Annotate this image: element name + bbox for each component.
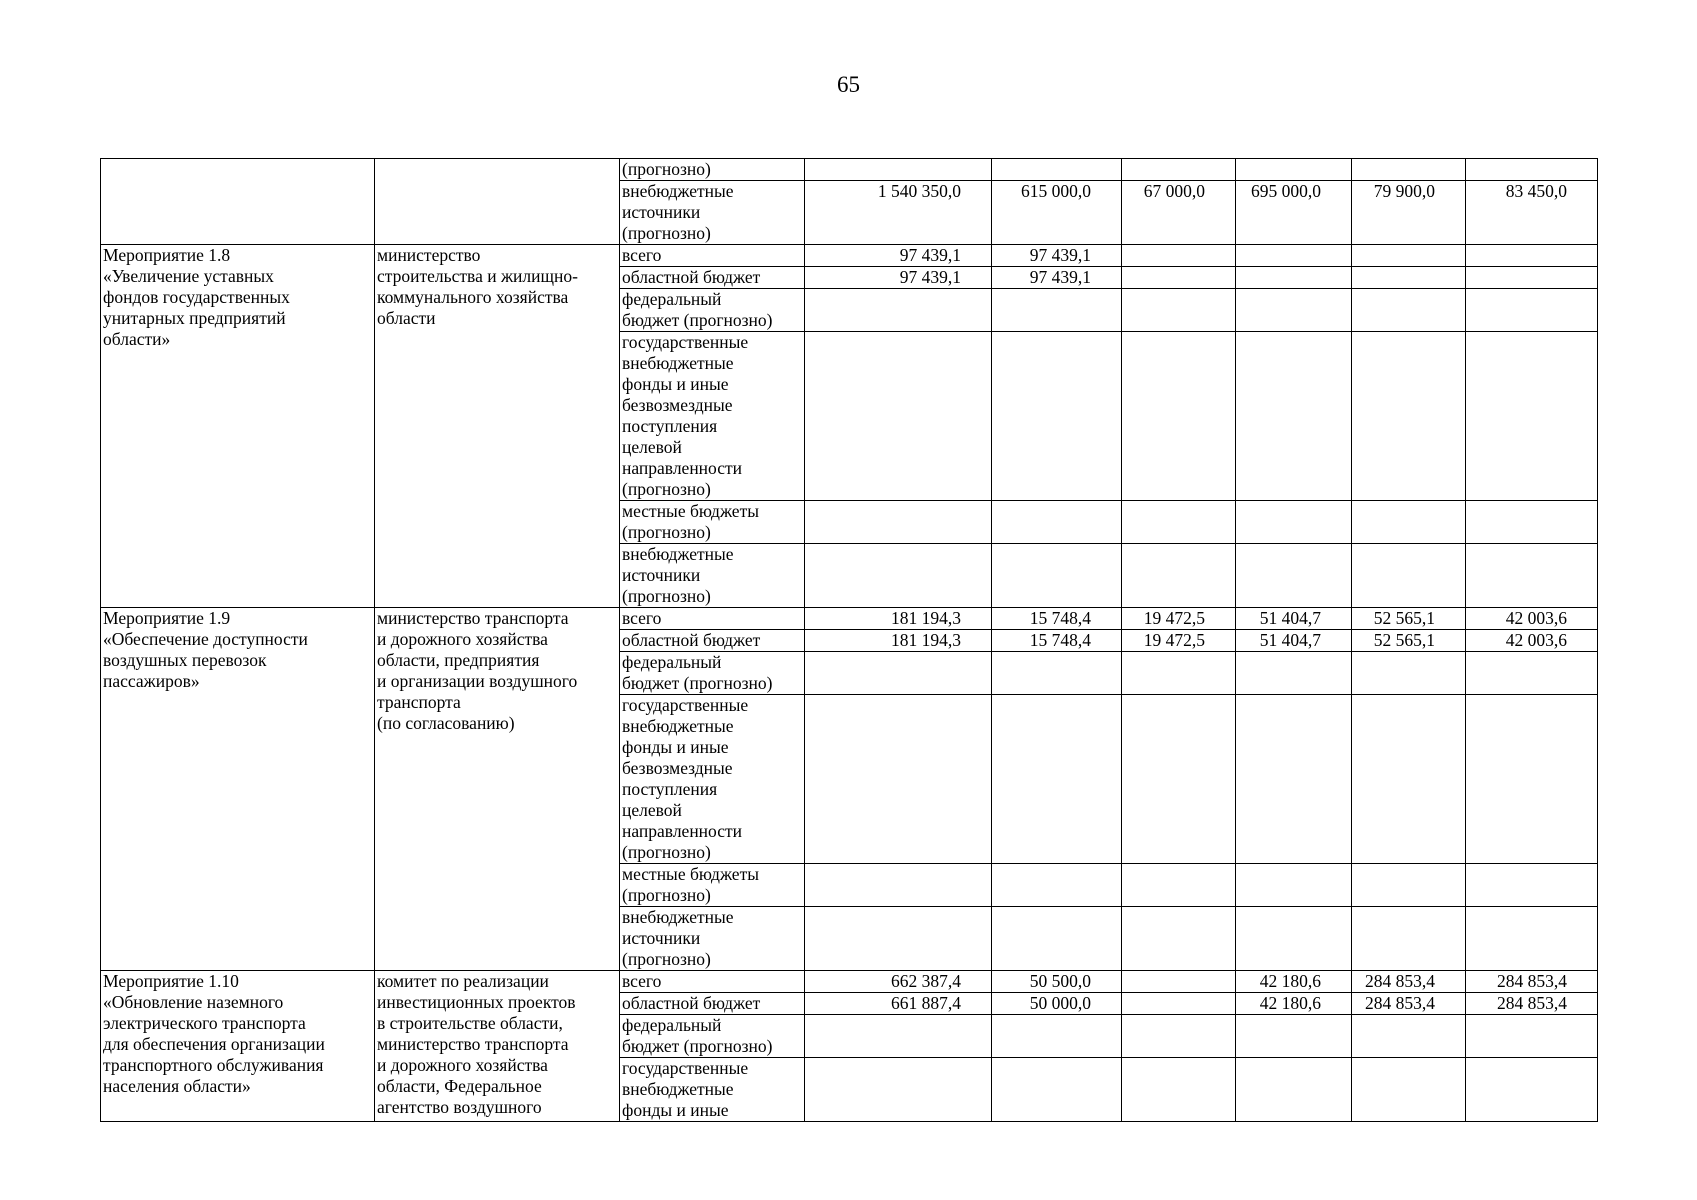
value-cell: 51 404,7 (1236, 608, 1352, 630)
value-cell: 50 000,0 (992, 993, 1122, 1015)
value-cell: 661 887,4 (805, 993, 992, 1015)
value-cell (1236, 245, 1352, 267)
value-cell (1466, 1015, 1598, 1058)
source-cell: федеральный бюджет (прогнозно) (620, 1015, 805, 1058)
value-cell (805, 864, 992, 907)
value-cell (1122, 159, 1236, 181)
value-cell (1122, 332, 1236, 501)
value-cell (1352, 267, 1466, 289)
source-cell: всего (620, 245, 805, 267)
value-cell: 52 565,1 (1352, 608, 1466, 630)
value-cell: 284 853,4 (1352, 993, 1466, 1015)
source-cell: внебюджетные источники (прогнозно) (620, 181, 805, 245)
value-cell (1236, 907, 1352, 971)
value-cell: 1 540 350,0 (805, 181, 992, 245)
value-cell: 79 900,0 (1352, 181, 1466, 245)
page-number: 65 (837, 72, 860, 97)
table-row (101, 245, 1598, 267)
source-cell: внебюджетные источники (прогнозно) (620, 544, 805, 608)
value-cell: 51 404,7 (1236, 630, 1352, 652)
value-cell (805, 652, 992, 695)
value-cell (1122, 1015, 1236, 1058)
source-cell: федеральный бюджет (прогнозно) (620, 652, 805, 695)
value-cell (1352, 907, 1466, 971)
value-cell (1236, 864, 1352, 907)
value-cell: 83 450,0 (1466, 181, 1598, 245)
value-cell (1236, 652, 1352, 695)
value-cell: 97 439,1 (805, 245, 992, 267)
value-cell (1466, 289, 1598, 332)
value-cell (1352, 332, 1466, 501)
value-cell (805, 159, 992, 181)
value-cell: 42 180,6 (1236, 971, 1352, 993)
value-cell (1236, 289, 1352, 332)
value-cell (992, 907, 1122, 971)
value-cell (1466, 159, 1598, 181)
source-cell: областной бюджет (620, 630, 805, 652)
value-cell (1352, 159, 1466, 181)
value-cell: 42 003,6 (1466, 630, 1598, 652)
value-cell (1236, 544, 1352, 608)
value-cell (1236, 159, 1352, 181)
value-cell: 19 472,5 (1122, 630, 1236, 652)
value-cell (805, 289, 992, 332)
value-cell: 695 000,0 (1236, 181, 1352, 245)
event-name-cell: Мероприятие 1.9 «Обеспечение доступности воздушных перевозок пассажиров» (101, 608, 375, 971)
value-cell: 284 853,4 (1466, 971, 1598, 993)
source-cell: государственные внебюджетные фонды и иные безвозмездные поступления целевой направленности (прогнозно) (620, 695, 805, 864)
value-cell: 15 748,4 (992, 608, 1122, 630)
value-cell: 19 472,5 (1122, 608, 1236, 630)
value-cell (1466, 695, 1598, 864)
value-cell: 284 853,4 (1466, 993, 1598, 1015)
value-cell: 50 500,0 (992, 971, 1122, 993)
value-cell (1352, 695, 1466, 864)
source-cell: внебюджетные источники (прогнозно) (620, 907, 805, 971)
value-cell (1466, 332, 1598, 501)
value-cell: 67 000,0 (1122, 181, 1236, 245)
source-cell: областной бюджет (620, 993, 805, 1015)
table-row (101, 159, 1598, 181)
value-cell (992, 1015, 1122, 1058)
source-cell: (прогнозно) (620, 159, 805, 181)
value-cell: 97 439,1 (805, 267, 992, 289)
value-cell: 615 000,0 (992, 181, 1122, 245)
value-cell: 15 748,4 (992, 630, 1122, 652)
value-cell (1122, 971, 1236, 993)
value-cell (1122, 544, 1236, 608)
value-cell (992, 652, 1122, 695)
executor-cell: министерство строительства и жилищно- коммунального хозяйства области (375, 245, 620, 608)
table-row (101, 971, 1598, 993)
value-cell (805, 544, 992, 608)
value-cell (992, 501, 1122, 544)
value-cell (1352, 289, 1466, 332)
value-cell (992, 864, 1122, 907)
value-cell (805, 695, 992, 864)
value-cell (1122, 907, 1236, 971)
source-cell: федеральный бюджет (прогнозно) (620, 289, 805, 332)
value-cell (805, 1058, 992, 1122)
value-cell (1466, 544, 1598, 608)
value-cell (1352, 652, 1466, 695)
value-cell (1352, 1058, 1466, 1122)
value-cell (1466, 864, 1598, 907)
source-cell: местные бюджеты (прогнозно) (620, 501, 805, 544)
value-cell (1466, 1058, 1598, 1122)
value-cell (992, 544, 1122, 608)
value-cell (1466, 907, 1598, 971)
value-cell (1122, 289, 1236, 332)
value-cell (805, 1015, 992, 1058)
value-cell (1122, 864, 1236, 907)
value-cell (1352, 1015, 1466, 1058)
value-cell: 52 565,1 (1352, 630, 1466, 652)
event-name-cell (101, 159, 375, 245)
executor-cell: министерство транспорта и дорожного хозяйства области, предприятия и организации воздушного транспорта (по согласованию) (375, 608, 620, 971)
value-cell (992, 1058, 1122, 1122)
value-cell: 284 853,4 (1352, 971, 1466, 993)
budget-table (100, 158, 1598, 1122)
value-cell (1236, 332, 1352, 501)
value-cell (992, 332, 1122, 501)
value-cell (805, 501, 992, 544)
source-cell: государственные внебюджетные фонды и иные (620, 1058, 805, 1122)
value-cell (1352, 245, 1466, 267)
value-cell (1122, 245, 1236, 267)
value-cell (1466, 501, 1598, 544)
value-cell (1466, 267, 1598, 289)
value-cell: 97 439,1 (992, 267, 1122, 289)
value-cell (1236, 1015, 1352, 1058)
value-cell (1236, 501, 1352, 544)
value-cell: 97 439,1 (992, 245, 1122, 267)
value-cell (1122, 267, 1236, 289)
value-cell (1236, 267, 1352, 289)
event-name-cell: Мероприятие 1.10 «Обновление наземного электрического транспорта для обеспечения организации транспортного обслуживания населения области» (101, 971, 375, 1122)
value-cell (1122, 501, 1236, 544)
value-cell (1122, 1058, 1236, 1122)
executor-cell (375, 159, 620, 245)
value-cell (1352, 501, 1466, 544)
value-cell (992, 289, 1122, 332)
value-cell (1122, 695, 1236, 864)
table-row (101, 608, 1598, 630)
source-cell: всего (620, 971, 805, 993)
value-cell: 662 387,4 (805, 971, 992, 993)
executor-cell: комитет по реализации инвестиционных проектов в строительстве области, министерство транспорта и дорожного хозяйства области, Федеральное агентство воздушного (375, 971, 620, 1122)
value-cell (1236, 1058, 1352, 1122)
source-cell: местные бюджеты (прогнозно) (620, 864, 805, 907)
value-cell (1352, 864, 1466, 907)
source-cell: областной бюджет (620, 267, 805, 289)
value-cell (1122, 652, 1236, 695)
source-cell: всего (620, 608, 805, 630)
value-cell (805, 332, 992, 501)
value-cell (1466, 245, 1598, 267)
value-cell (1466, 652, 1598, 695)
value-cell: 181 194,3 (805, 608, 992, 630)
event-name-cell: Мероприятие 1.8 «Увеличение уставных фондов государственных унитарных предприятий области» (101, 245, 375, 608)
value-cell (992, 159, 1122, 181)
value-cell (805, 907, 992, 971)
value-cell (1352, 544, 1466, 608)
value-cell (992, 695, 1122, 864)
value-cell (1122, 993, 1236, 1015)
value-cell: 42 180,6 (1236, 993, 1352, 1015)
source-cell: государственные внебюджетные фонды и иные безвозмездные поступления целевой направленности (прогнозно) (620, 332, 805, 501)
value-cell: 42 003,6 (1466, 608, 1598, 630)
value-cell: 181 194,3 (805, 630, 992, 652)
value-cell (1236, 695, 1352, 864)
